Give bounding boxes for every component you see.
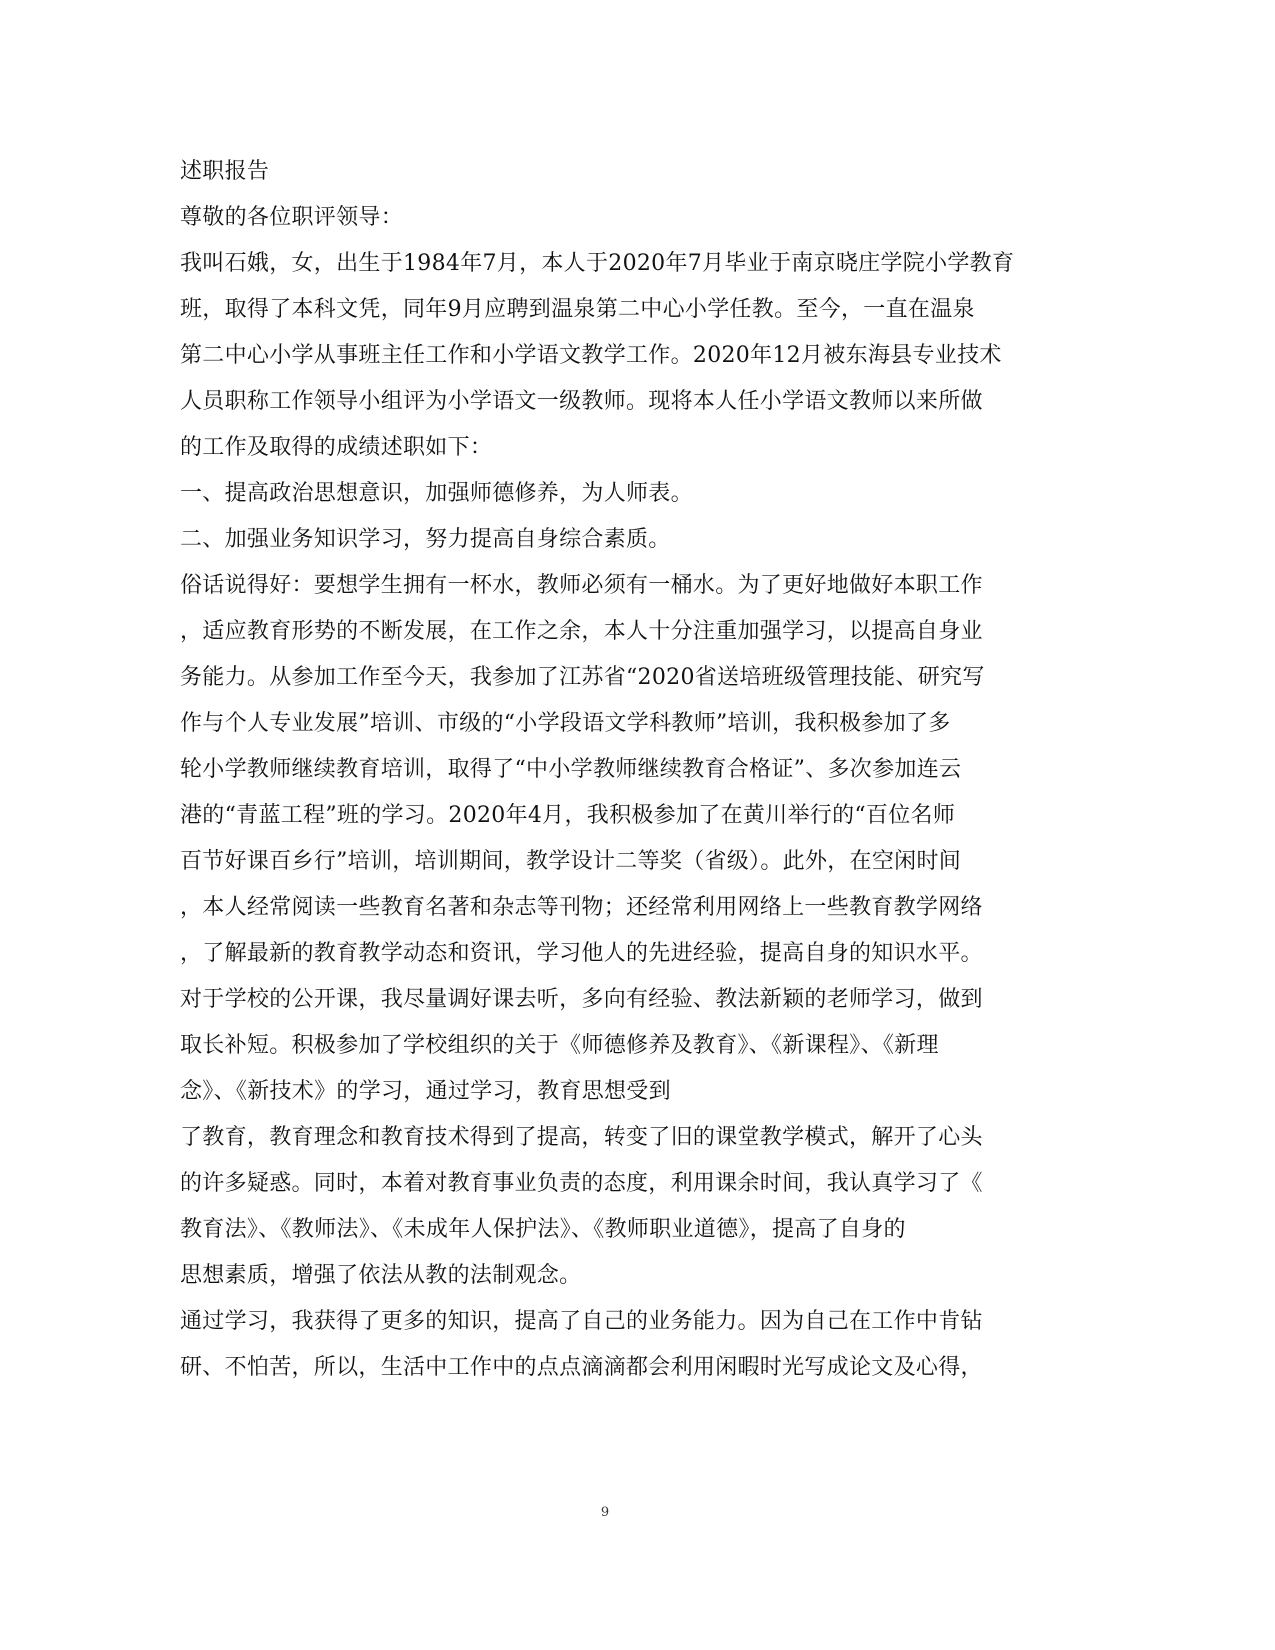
document-title: 述职报告 xyxy=(180,159,270,184)
text-line: 思想素质，增强了依法从教的法制观念。 xyxy=(180,1263,582,1288)
text-line: 教育法》、《教师法》、《未成年人保护法》、《教师职业道德》，提高了自身的 xyxy=(180,1217,906,1242)
text-line: ，了解最新的教育教学动态和资讯，学习他人的先进经验，提高自身的知识水平。 xyxy=(180,941,983,966)
text-line: 第二中心小学从事班主任工作和小学语文教学工作。2020年12月被东海县专业技术 xyxy=(180,343,1002,368)
section-heading: 一、提高政治思想意识，加强师德修养，为人师表。 xyxy=(180,481,693,506)
text-line: 的工作及取得的成绩述职如下： xyxy=(180,435,493,460)
text-line: 俗话说得好：要想学生拥有一杯水，教师必须有一桶水。为了更好地做好本职工作 xyxy=(180,573,983,598)
text-line: 班，取得了本科文凭，同年9月应聘到温泉第二中心小学任教。至今，一直在温泉 xyxy=(180,297,975,322)
text-line: 的许多疑惑。同时，本着对教育事业负责的态度，利用课余时间，我认真学习了《 xyxy=(180,1171,983,1196)
text-line: 对于学校的公开课，我尽量调好课去听，多向有经验、教法新颖的老师学习，做到 xyxy=(180,987,983,1012)
section-heading: 二、加强业务知识学习，努力提高自身综合素质。 xyxy=(180,527,671,552)
text-line: 务能力。从参加工作至今天，我参加了江苏省“2020省送培班级管理技能、研究写 xyxy=(180,665,985,690)
text-line: 通过学习，我获得了更多的知识，提高了自己的业务能力。因为自己在工作中肯钻 xyxy=(180,1309,983,1334)
text-line: 百节好课百乡行”培训，培训期间，教学设计二等奖（省级）。此外，在空闲时间 xyxy=(180,849,962,874)
text-line: ，适应教育形势的不断发展，在工作之余，本人十分注重加强学习，以提高自身业 xyxy=(180,619,983,644)
text-line: 港的“青蓝工程”班的学习。2020年4月，我积极参加了在黄川举行的“百位名师 xyxy=(180,803,956,828)
text-line: 研、不怕苦，所以，生活中工作中的点点滴滴都会利用闲暇时光写成论文及心得， xyxy=(180,1355,983,1380)
text-line: 念》、《新技术》的学习，通过学习，教育思想受到 xyxy=(180,1079,671,1104)
text-line: ，本人经常阅读一些教育名著和杂志等刊物；还经常利用网络上一些教育教学网络 xyxy=(180,895,983,920)
text-line: 人员职称工作领导小组评为小学语文一级教师。现将本人任小学语文教师以来所做 xyxy=(180,389,983,414)
text-line: 轮小学教师继续教育培训，取得了“中小学教师继续教育合格证”、多次参加连云 xyxy=(180,757,962,782)
text-line: 取长补短。积极参加了学校组织的关于《师德修养及教育》、《新课程》、《新理 xyxy=(180,1033,939,1058)
salutation: 尊敬的各位职评领导： xyxy=(180,205,404,230)
text-line: 了教育，教育理念和教育技术得到了提高，转变了旧的课堂教学模式，解开了心头 xyxy=(180,1125,983,1150)
page-number: 9 xyxy=(600,1505,610,1520)
text-line: 我叫石娥，女，出生于1984年7月，本人于2020年7月毕业于南京晓庄学院小学教育 xyxy=(180,251,1015,276)
text-line: 作与个人专业发展”培训、市级的“小学段语文学科教师”培训，我积极参加了多 xyxy=(180,711,951,736)
